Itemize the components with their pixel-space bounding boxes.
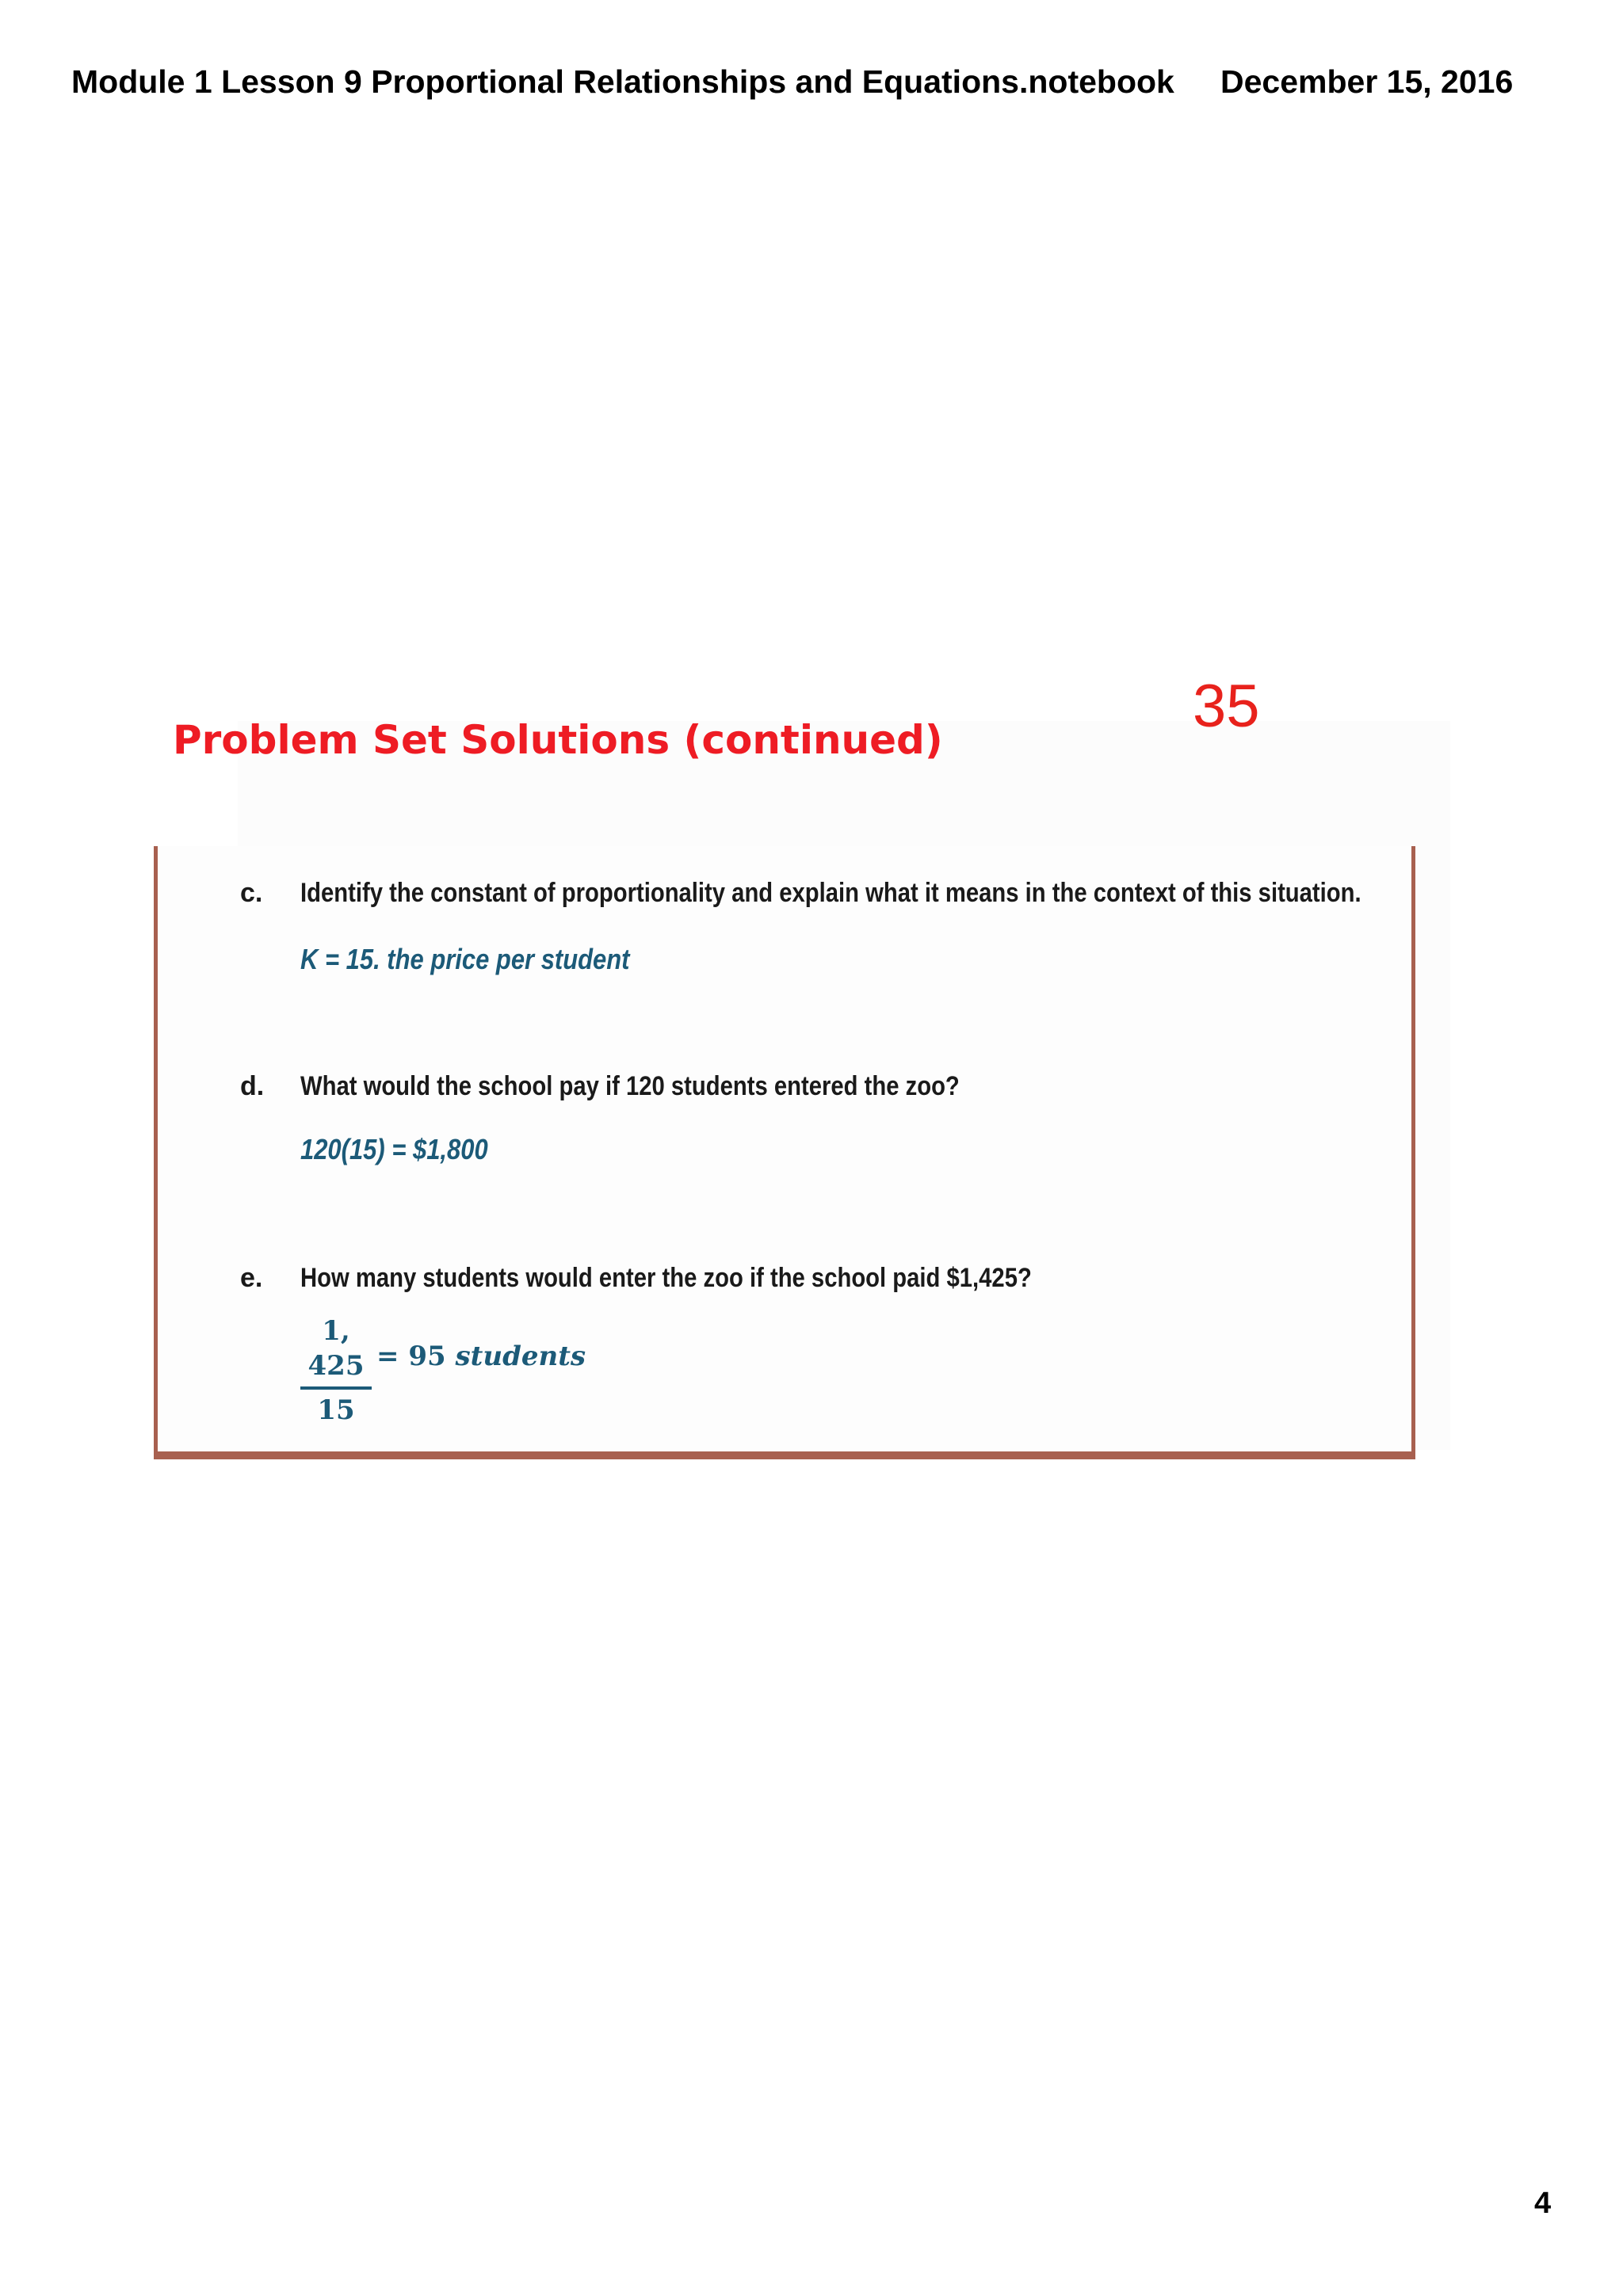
problem-answer: K = 15. the price per student: [300, 943, 630, 975]
equals-sign: =: [376, 1341, 399, 1372]
result-value: 95: [408, 1341, 446, 1372]
problem-letter: c.: [240, 878, 263, 908]
slide-title: Problem Set Solutions (continued): [173, 717, 943, 763]
document-date: December 15, 2016: [1220, 63, 1514, 100]
result-unit: students: [455, 1341, 586, 1372]
fraction-bar: [300, 1386, 372, 1390]
problem-question: Identify the constant of proportionality and explain what it means in the context of this situation.: [300, 878, 1361, 908]
problem-question: How many students would enter the zoo if the school paid $1,425?: [300, 1263, 1032, 1293]
fraction-denominator: 15: [317, 1394, 355, 1426]
fraction-result: [376, 1341, 586, 1372]
problem-letter: e.: [240, 1263, 263, 1293]
problem-answer: 120(15) = $1,800: [300, 1133, 488, 1165]
fraction-numerator: 1, 425: [307, 1315, 365, 1382]
solutions-box: [154, 846, 1415, 1459]
problem-letter: d.: [240, 1071, 265, 1101]
page-number: 4: [1534, 2187, 1552, 2220]
answer-fraction: [300, 1314, 372, 1426]
document-title: Module 1 Lesson 9 Proportional Relationships and Equations.notebook: [71, 63, 1174, 100]
problem-question: What would the school pay if 120 students entered the zoo?: [300, 1071, 960, 1101]
page-header: [71, 63, 1561, 108]
handwritten-page-annotation: 35: [1193, 673, 1260, 740]
